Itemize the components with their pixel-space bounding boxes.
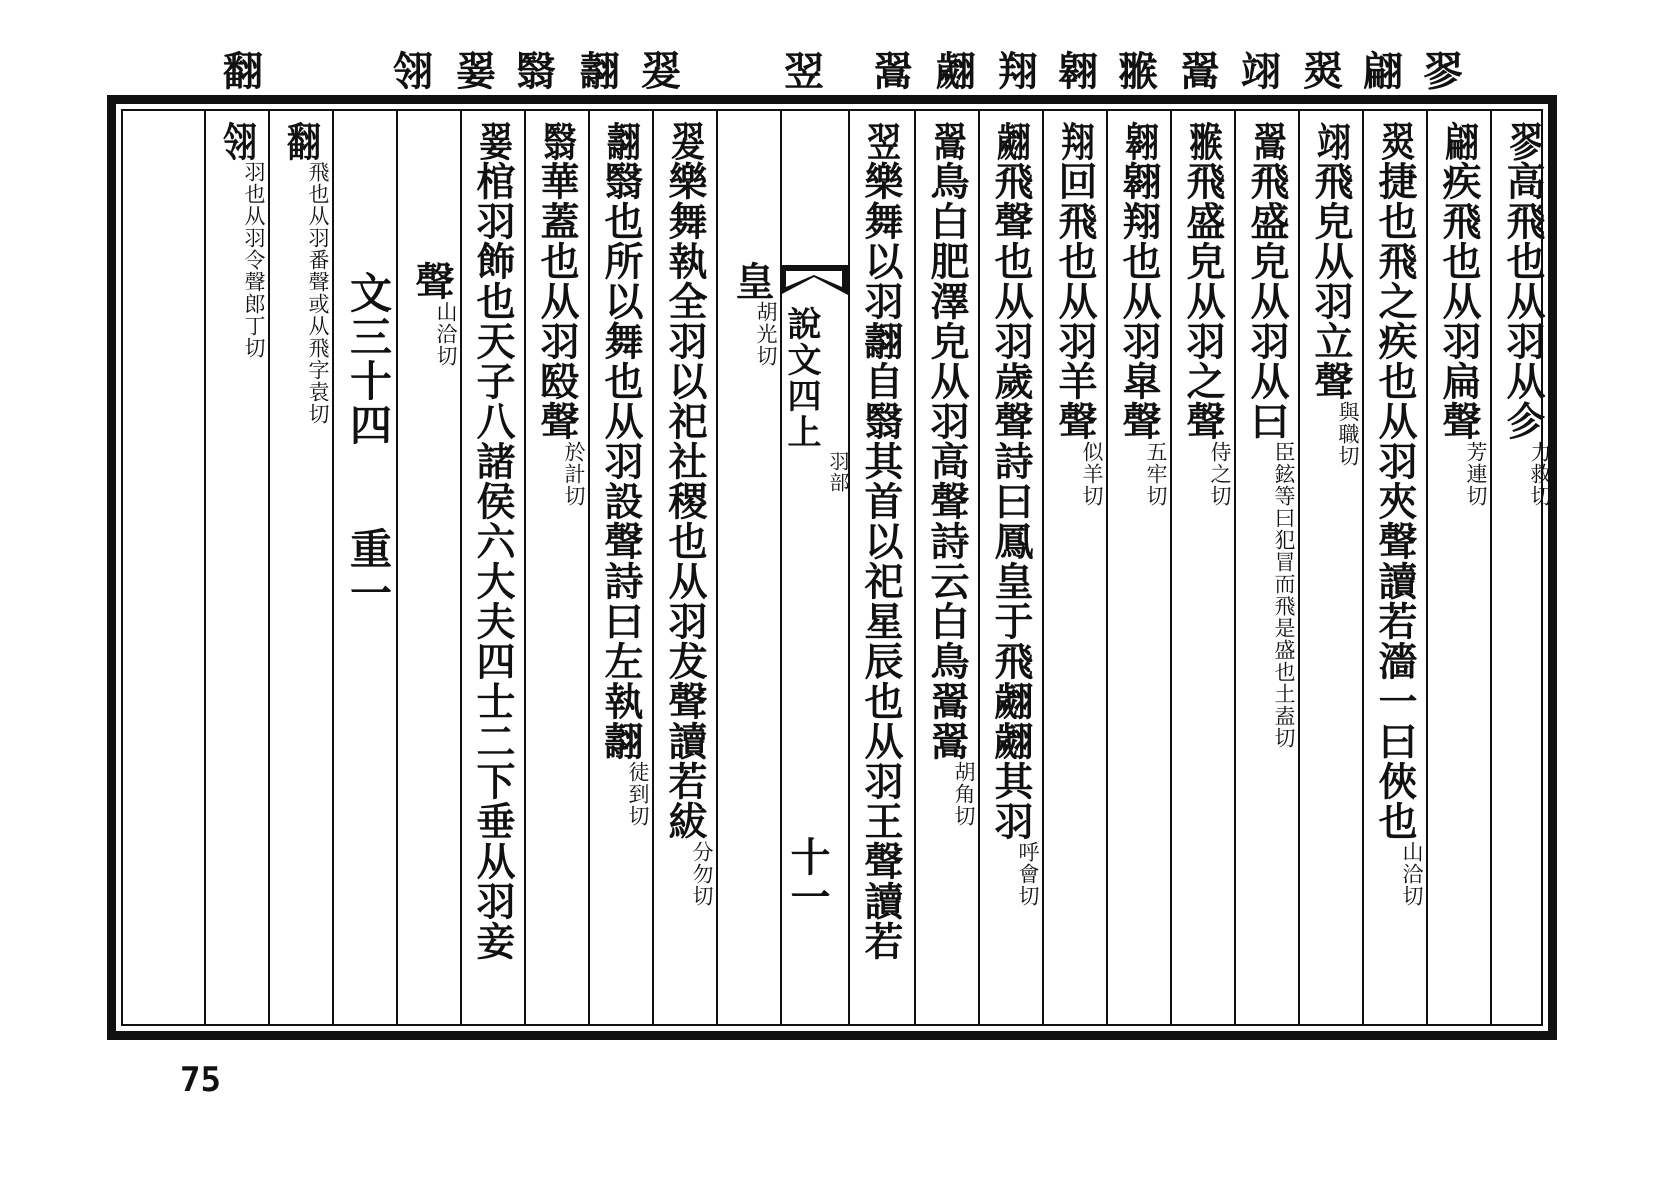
fanqie-note: 分勿切 [690, 841, 714, 907]
text-column [1430, 121, 1488, 1016]
text-column [852, 121, 910, 1016]
seal-character: 翯 [927, 121, 967, 159]
fanqie-note: 似羊切 [1080, 441, 1104, 507]
entry-text: 翳也所以舞也从羽設聲詩曰左執翿 [598, 161, 644, 761]
entry-text: 飛聲也从羽歲聲詩曰鳳皇于飛翽翽其羽 [988, 161, 1034, 841]
text-column [336, 121, 394, 1016]
column-rule [396, 111, 398, 1024]
text-column [720, 121, 778, 1016]
entry-text: 聲 [409, 261, 455, 301]
column-rule [1234, 111, 1236, 1024]
text-column [272, 121, 330, 1016]
header-char: 翔 [998, 48, 1038, 95]
header-char: 翇 [641, 48, 681, 95]
text-column [592, 121, 650, 1016]
text-column [918, 121, 976, 1016]
variant-count: 重一 [344, 527, 393, 615]
fanqie-note: 徒到切 [626, 761, 650, 827]
seal-character: 翿 [601, 121, 641, 159]
seal-character: 翭 [1183, 121, 1223, 159]
entry-text: 皇 [729, 261, 775, 301]
text-column [1238, 121, 1296, 1016]
entry-text: 樂舞執全羽以祀社稷也从羽犮聲讀若紱 [662, 161, 708, 841]
column-rule [524, 111, 526, 1024]
character-count: 文三十四 [344, 271, 393, 447]
header-char: 翜 [1303, 48, 1343, 95]
column-rule [588, 111, 590, 1024]
header-char: 翳 [516, 48, 556, 95]
seal-character: 翊 [1311, 121, 1351, 159]
entry-text: 飛盛皃从羽从曰 [1244, 161, 1290, 441]
text-column [1302, 121, 1360, 1016]
entry-text: 鳥白肥澤皃从羽高聲詩云白鳥翯翯 [924, 161, 970, 761]
center-band [780, 111, 848, 1024]
spacer [368, 447, 369, 527]
header-char: 翱 [1058, 48, 1098, 95]
fanqie-note: 胡角切 [952, 761, 976, 827]
entry-text: 疾飛也从羽扁聲 [1436, 161, 1482, 441]
column-rule [332, 111, 334, 1024]
header-char: 翿 [580, 48, 620, 95]
seal-character: 翽 [991, 121, 1031, 159]
column-rule [1298, 111, 1300, 1024]
entry-text: 高飛也从羽从㐱 [1500, 161, 1546, 441]
header-char: 翊 [1241, 48, 1281, 95]
fanqie-note: 胡光切 [754, 301, 778, 367]
column-rule [268, 111, 270, 1024]
fanqie-note: 山洽切 [434, 301, 458, 367]
text-column [656, 121, 714, 1016]
entry-text: 飛盛皃从羽之聲 [1180, 161, 1226, 441]
fanqie-note: 呼會切 [1016, 841, 1040, 907]
fanqie-note: 山洽切 [1400, 841, 1424, 907]
seal-character: 翯 [1247, 121, 1287, 159]
column-rule [1426, 111, 1428, 1024]
text-column [208, 121, 266, 1016]
page-frame [107, 95, 1557, 1040]
fishtail-mark-icon [780, 263, 848, 297]
text-column [1110, 121, 1168, 1016]
center-band-section: 羽部 [826, 451, 850, 493]
page-frame-inner [121, 109, 1552, 1026]
header-char: 翩 [1363, 48, 1403, 95]
column-rule [1042, 111, 1044, 1024]
header-char: 翌 [784, 48, 824, 95]
fanqie-note: 五牢切 [1144, 441, 1168, 507]
header-char: 翻 [223, 48, 263, 95]
fanqie-note: 力救切 [1528, 441, 1552, 507]
text-column [1494, 121, 1552, 1016]
page-number: 75 [180, 1060, 221, 1100]
text-column [982, 121, 1040, 1016]
entry-text: 棺羽飾也天子八諸侯六大夫四士二下垂从羽妾 [470, 161, 516, 961]
fanqie-note: 於計切 [562, 441, 586, 507]
column-rule [1106, 111, 1108, 1024]
seal-character: 翔 [1055, 121, 1095, 159]
fanqie-note: 飛也从羽番聲或从飛字袁切 [306, 161, 330, 425]
header-char: 翣 [456, 48, 496, 95]
seal-character: 翎 [217, 121, 257, 159]
text-column [464, 121, 522, 1016]
column-rule [1490, 111, 1492, 1024]
text-column [1174, 121, 1232, 1016]
seal-character: 翳 [537, 121, 577, 159]
entry-text: 飛皃从羽立聲 [1308, 161, 1354, 401]
text-column [528, 121, 586, 1016]
seal-character: 翻 [281, 121, 321, 159]
column-rule [716, 111, 718, 1024]
header-char: 翭 [1118, 48, 1158, 95]
column-rule [914, 111, 916, 1024]
seal-character: 翇 [665, 121, 705, 159]
seal-character: 翌 [861, 121, 901, 159]
fanqie-note: 與職切 [1336, 401, 1360, 467]
entry-text: 翱翔也从羽皐聲 [1116, 161, 1162, 441]
header-char: 翏 [1423, 48, 1463, 95]
entry-text: 捷也飛之疾也从羽夾聲讀若濇一曰俠也 [1372, 161, 1418, 841]
column-rule [978, 111, 980, 1024]
entry-text: 樂舞以羽翿自翳其首以祀星辰也从羽王聲讀若 [858, 161, 904, 961]
center-band-rule-right [848, 111, 850, 1024]
seal-character: 翩 [1439, 121, 1479, 159]
center-band-page: 十一 [784, 836, 831, 916]
seal-character: 翱 [1119, 121, 1159, 159]
entry-text: 華蓋也从羽殹聲 [534, 161, 580, 441]
header-row [0, 48, 1663, 98]
header-char: 翽 [936, 48, 976, 95]
column-rule [1362, 111, 1364, 1024]
text-column [1366, 121, 1424, 1016]
fanqie-note: 侍之切 [1208, 441, 1232, 507]
column-rule [652, 111, 654, 1024]
seal-character: 翣 [473, 121, 513, 159]
fanqie-note: 羽也从羽令聲郎丁切 [242, 161, 266, 359]
fanqie-note: 芳連切 [1464, 441, 1488, 507]
header-char: 翯 [1180, 48, 1220, 95]
seal-character: 翏 [1503, 121, 1543, 159]
seal-character: 翜 [1375, 121, 1415, 159]
column-rule [460, 111, 462, 1024]
header-char: 翎 [393, 48, 433, 95]
column-rule [1170, 111, 1172, 1024]
header-char: 翯 [873, 48, 913, 95]
entry-text: 回飛也从羽羊聲 [1052, 161, 1098, 441]
fanqie-note: 臣鉉等曰犯冒而飛是盛也土盍切 [1272, 441, 1296, 749]
column-rule [204, 111, 206, 1024]
center-band-title: 說文四上 [781, 306, 821, 450]
text-column [400, 121, 458, 1016]
text-column [1046, 121, 1104, 1016]
